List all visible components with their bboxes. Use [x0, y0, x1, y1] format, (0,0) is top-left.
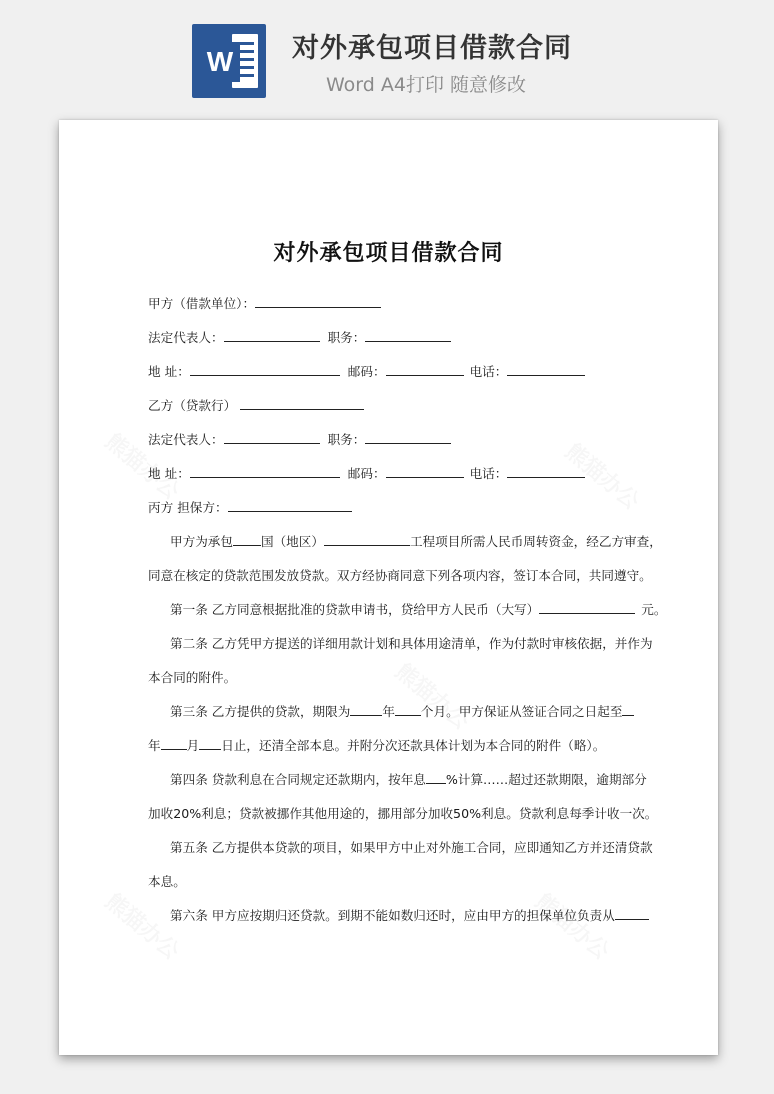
- address-line-a: [148, 360, 636, 394]
- legal-rep-label: 法定代表人：: [148, 330, 224, 345]
- day-blank[interactable]: [199, 735, 221, 750]
- paragraph-2: [148, 564, 652, 598]
- phone-label: 电话：: [469, 466, 508, 481]
- article-4-cont: [148, 802, 658, 836]
- article-5-text: 第五条 乙方提供本贷款的项目，如果甲方中止对外施工合同，应即通知乙方并还清贷款: [170, 840, 653, 855]
- postcode-label: 邮码：: [347, 466, 386, 481]
- article-5: [148, 836, 653, 870]
- address-label: 地 址：: [148, 466, 190, 481]
- legal-rep-blank[interactable]: [224, 327, 320, 342]
- legal-rep-blank[interactable]: [224, 429, 320, 444]
- month-blank[interactable]: [161, 735, 187, 750]
- legal-rep-line-a: [148, 326, 636, 360]
- article-5-cont: [148, 870, 636, 904]
- phone-blank[interactable]: [507, 463, 585, 478]
- header-title: 对外承包项目借款合同: [292, 33, 572, 64]
- header: [0, 0, 774, 118]
- party-a-label: 甲方（借款单位）：: [148, 296, 256, 311]
- amount-blank[interactable]: [539, 599, 635, 614]
- article-3-text-b: 年: [382, 704, 395, 719]
- icon-letter: W: [200, 42, 240, 82]
- article-3-text-f: 日止，还清全部本息。并附分次还款具体计划为本合同的附件（略）。: [221, 738, 606, 753]
- postcode-blank[interactable]: [386, 361, 464, 376]
- p1-text-c: 工程项目所需人民币周转资金，经乙方审查，: [409, 534, 662, 549]
- year-end-blank[interactable]: [622, 701, 634, 716]
- article-5-text-cont: 本息。: [148, 874, 186, 889]
- party-c-label: 丙方 担保方：: [148, 500, 228, 515]
- header-subtitle: Word A4打印 随意修改: [326, 74, 527, 96]
- article-2-text: 第二条 乙方凭甲方提送的详细用款计划和具体用途清单，作为付款时审核依据，并作为: [170, 636, 653, 651]
- article-1-unit: 元。: [641, 602, 667, 617]
- article-2: [148, 632, 653, 666]
- party-c-line: [148, 496, 636, 530]
- paragraph-1: [148, 530, 662, 564]
- article-3: [148, 700, 636, 734]
- article-1-text: 第一条 乙方同意根据批准的贷款申请书，贷给甲方人民币（大写）: [170, 602, 540, 617]
- word-document-icon: [192, 24, 266, 98]
- party-a-blank[interactable]: [255, 293, 381, 308]
- address-blank[interactable]: [190, 463, 340, 478]
- p2-text: 同意在核定的贷款范围发放贷款。双方经协商同意下列各项内容，签订本合同，共同遵守。: [148, 568, 652, 583]
- document-page: [59, 120, 718, 1055]
- legal-rep-label: 法定代表人：: [148, 432, 224, 447]
- article-3-text-e: 月: [186, 738, 200, 753]
- country-blank[interactable]: [233, 531, 261, 546]
- rate-blank[interactable]: [426, 769, 446, 784]
- article-1: [148, 598, 667, 632]
- p1-text-a: 甲方为承包: [170, 534, 233, 549]
- guarantor-blank[interactable]: [615, 905, 649, 920]
- legal-rep-line-b: [148, 428, 636, 462]
- position-label: 职务：: [327, 432, 366, 447]
- party-a-line: [148, 292, 636, 326]
- article-3-text-d: 年: [148, 738, 161, 753]
- postcode-label: 邮码：: [347, 364, 386, 379]
- document-body: [148, 292, 667, 938]
- party-c-blank[interactable]: [228, 497, 352, 512]
- months-blank[interactable]: [395, 701, 421, 716]
- article-4: [148, 768, 647, 802]
- project-blank[interactable]: [324, 531, 410, 546]
- address-blank[interactable]: [190, 361, 340, 376]
- p1-text-b: 国（地区）: [260, 534, 324, 549]
- address-label: 地 址：: [148, 364, 190, 379]
- article-6: [148, 904, 636, 938]
- party-b-blank[interactable]: [240, 395, 364, 410]
- article-4-text-b: %计算……超过还款期限，逾期部分: [445, 772, 647, 787]
- years-blank[interactable]: [350, 701, 382, 716]
- party-b-line: [148, 394, 636, 428]
- position-blank[interactable]: [365, 327, 451, 342]
- document-title: 对外承包项目借款合同: [273, 241, 504, 266]
- article-4-text-a: 第四条 贷款利息在合同规定还款期内，按年息: [170, 772, 426, 787]
- phone-blank[interactable]: [507, 361, 585, 376]
- article-2-cont: [148, 666, 636, 700]
- postcode-blank[interactable]: [386, 463, 464, 478]
- phone-label: 电话：: [469, 364, 508, 379]
- address-line-b: [148, 462, 636, 496]
- article-3-cont: [148, 734, 636, 768]
- article-2-text-cont: 本合同的附件。: [148, 670, 237, 685]
- position-label: 职务：: [327, 330, 366, 345]
- party-b-label: 乙方（贷款行）: [148, 398, 237, 413]
- article-6-text: 第六条 甲方应按期归还贷款。到期不能如数归还时，应由甲方的担保单位负责从: [170, 908, 615, 923]
- article-3-text-a: 第三条 乙方提供的贷款，期限为: [170, 704, 351, 719]
- position-blank[interactable]: [365, 429, 451, 444]
- article-3-text-c: 个月。甲方保证从签证合同之日起至: [420, 704, 623, 719]
- article-4-text-c: 加收20%利息；贷款被挪作其他用途的，挪用部分加收50%利息。贷款利息每季计收一次。: [148, 806, 658, 821]
